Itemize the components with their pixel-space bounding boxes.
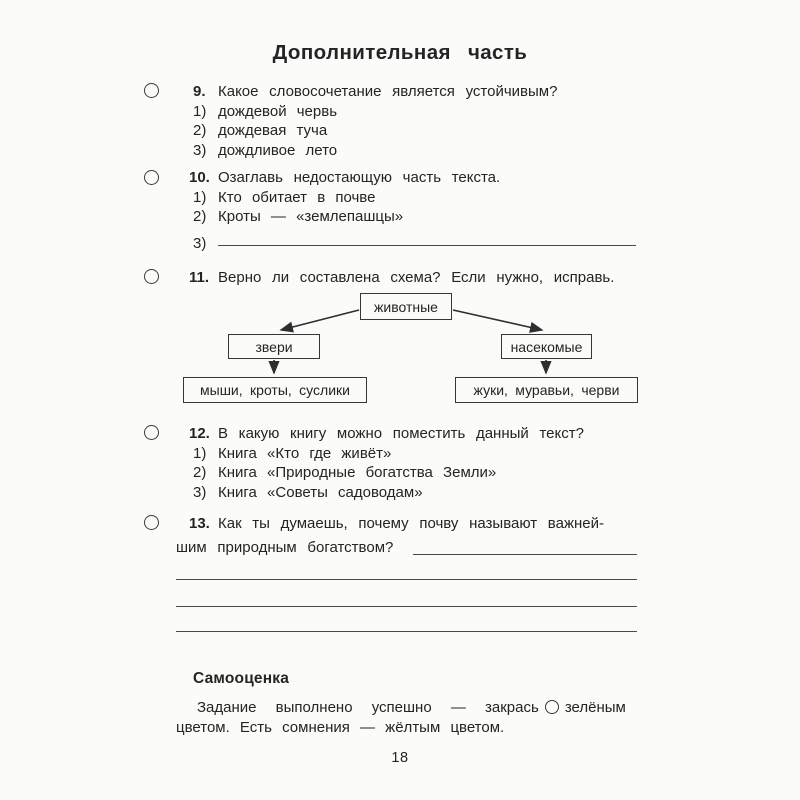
question-10-option-2 — [189, 207, 649, 227]
question-10-option-3-label: 3) — [193, 234, 207, 252]
task-12-check-circle[interactable] — [144, 425, 159, 440]
question-9-option-1 — [189, 102, 649, 122]
question-12-option-2-text: Книга «Природные богатства Земли» — [218, 464, 497, 481]
question-12-option-3-label: 3) — [193, 483, 207, 501]
question-10-number: 10. — [189, 169, 210, 186]
self-assessment-sample-circle — [545, 700, 559, 714]
question-9-option-2 — [189, 121, 649, 141]
question-12-option-1 — [189, 444, 649, 464]
question-12-option-3-text: Книга «Советы садоводам» — [218, 483, 423, 501]
question-12-option-2 — [189, 463, 649, 483]
question-13-answer-line-3[interactable] — [176, 606, 637, 607]
task-9-check-circle[interactable] — [144, 83, 159, 98]
diagram-node-beasts: звери — [228, 334, 320, 359]
diagram-node-beasts-examples: мыши, кроты, суслики — [183, 377, 367, 403]
page-title: Дополнительная часть — [272, 41, 528, 64]
question-12-option-3 — [189, 483, 649, 503]
task-13-check-circle[interactable] — [144, 515, 159, 530]
task-10-check-circle[interactable] — [144, 170, 159, 185]
question-9 — [189, 82, 649, 160]
question-9-number: 9. — [193, 83, 206, 100]
question-10 — [189, 168, 649, 253]
question-10-option-1-text: Кто обитает в почве — [218, 188, 376, 206]
question-12-option-2-label: 2) — [193, 464, 207, 481]
question-9-option-1-label: 1) — [193, 102, 207, 120]
question-9-option-3-label: 3) — [193, 141, 207, 159]
question-10-title-row — [189, 168, 649, 188]
question-12-text: В какую книгу можно поместить данный текст? — [218, 425, 584, 442]
question-13-answer-line-1[interactable] — [413, 554, 637, 555]
question-10-text: Озаглавь недостающую часть текста. — [218, 169, 501, 186]
question-9-text: Какое словосочетание является устойчивым? — [218, 83, 558, 100]
question-10-option-2-label: 2) — [193, 208, 207, 225]
question-12-option-1-label: 1) — [193, 444, 207, 462]
question-10-option-2-text: Кроты — «землепашцы» — [218, 208, 404, 225]
question-13-answer-line-2[interactable] — [176, 579, 637, 580]
page-number: 18 — [391, 750, 409, 766]
question-13-number: 13. — [189, 515, 210, 532]
question-12-number: 12. — [189, 425, 210, 442]
question-13-answer-line-4[interactable] — [176, 631, 637, 632]
question-9-option-1-text: дождевой червь — [218, 102, 338, 120]
question-11-number: 11. — [189, 269, 210, 286]
diagram-node-insects: насекомые — [501, 334, 592, 359]
question-9-option-3 — [189, 141, 649, 161]
question-10-option-1-label: 1) — [193, 188, 207, 206]
question-12 — [189, 424, 649, 502]
question-10-option-3 — [189, 234, 649, 254]
question-13-text-line2: шим природным богатством? — [176, 539, 394, 556]
self-assessment-line2: цветом. Есть сомнения — жёлтым цветом. — [176, 719, 505, 736]
question-12-option-1-text: Книга «Кто где живёт» — [218, 444, 392, 462]
question-9-option-2-text: дождевая туча — [218, 122, 328, 139]
question-9-title-row — [189, 82, 649, 102]
self-assessment-line1 — [197, 699, 626, 716]
diagram-node-insects-examples: жуки, муравьи, черви — [455, 377, 638, 403]
question-11-text: Верно ли составлена схема? Если нужно, исправь. — [218, 269, 615, 286]
self-assessment-line1-after: зелёным — [564, 699, 626, 716]
question-9-option-3-text: дождливое лето — [218, 141, 338, 159]
diagram-node-animals: животные — [360, 293, 452, 320]
task-11-check-circle[interactable] — [144, 269, 159, 284]
scheme-diagram — [160, 285, 660, 410]
question-12-title-row — [189, 424, 649, 444]
question-10-option-1 — [189, 188, 649, 208]
question-9-option-2-label: 2) — [193, 122, 207, 139]
question-10-answer-line[interactable] — [218, 245, 636, 246]
self-assessment-heading: Самооценка — [193, 670, 290, 687]
question-13-text-line1: Как ты думаешь, почему почву называют важней- — [218, 515, 604, 532]
self-assessment-line1-before: Задание выполнено успешно — закрась — [197, 699, 539, 716]
question-13-title-row — [189, 514, 604, 534]
question-13-text-line2-row — [176, 538, 393, 558]
